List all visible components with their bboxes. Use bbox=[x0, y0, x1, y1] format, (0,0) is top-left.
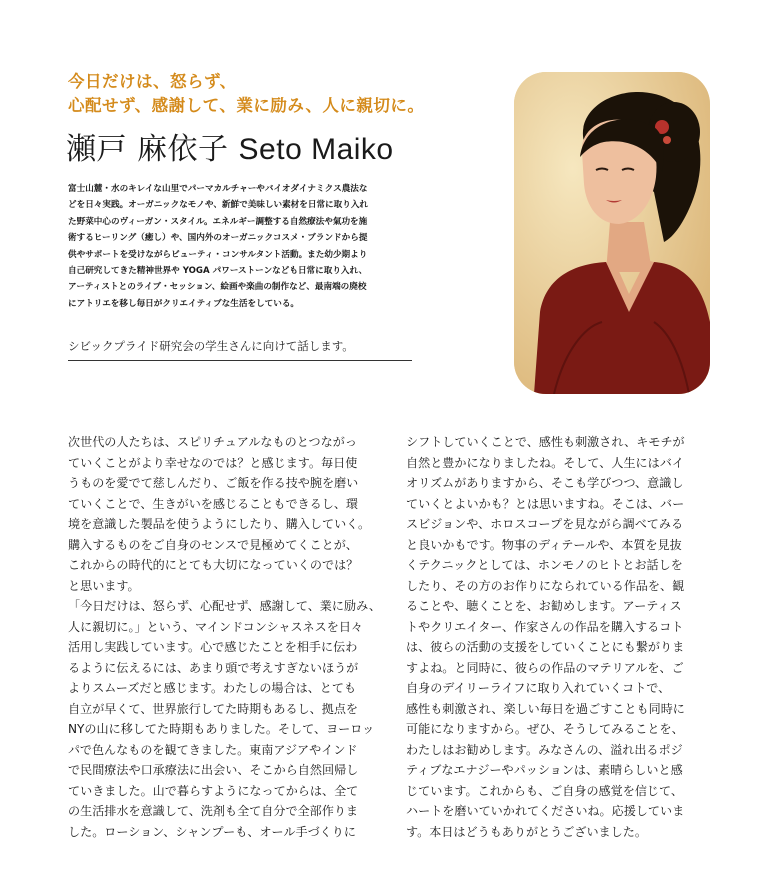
article-line: ていくことで、生きがいを感じることもできるし、環 bbox=[68, 496, 359, 511]
article-line: うものを愛でて慈しんだり、ご飯を作る技や腕を磨い bbox=[68, 476, 359, 490]
article-line: すよね。と同時に、彼らの作品のマテリアルを、ご bbox=[406, 660, 684, 675]
article-line: 購入するものをご自身のセンスで見極めてくことが、 bbox=[68, 537, 358, 552]
article-line: シフトしていくことで、感性も刺激され、キモチが bbox=[406, 435, 685, 449]
author-name-japanese: 瀬戸 麻依子 bbox=[66, 132, 229, 167]
portrait-illustration bbox=[514, 72, 710, 394]
tagline-line-1: 今日だけは、怒らず、 bbox=[68, 72, 237, 91]
article-line: 境を意識した製品を使うようにしたり、購入していく。 bbox=[68, 517, 371, 531]
tagline bbox=[68, 70, 538, 118]
article-line: これからの時代的にとても大切になっていくのでは？ bbox=[68, 558, 359, 572]
article-line: ていくことがより幸せなのでは？と感じます。毎日使 bbox=[68, 455, 358, 470]
article-line: スビジョンや、ホロスコープを見ながら調べてみる bbox=[406, 517, 684, 531]
author-name bbox=[66, 130, 394, 170]
article-line: パで色んなものを観てきました。東南アジアやインド bbox=[68, 742, 358, 757]
article-line: 可能になりますから。ぜひ、そうしてみることを、 bbox=[406, 722, 684, 736]
article-line: 自身のデイリーライフに取り入れていくコトで、 bbox=[406, 681, 671, 695]
article-line: トやクリエイター、作家さんの作品を購入するコト bbox=[406, 619, 684, 634]
article-line: わたしはお勧めします。みなさんの、溢れ出るポジ bbox=[406, 742, 683, 757]
tagline-line-2: 心配せず、感謝して、業に励み、人に親切に。 bbox=[68, 96, 425, 115]
article-line: じています。これからも、ご自身の感覚を信じて、 bbox=[406, 783, 683, 798]
article-line: ていくとよいかも？とは思いますね。そこは、バー bbox=[406, 496, 685, 511]
bio-line: 術するヒーリング（癒し）や、国内外のオーガニックコスメ・ブランドから提 bbox=[68, 233, 368, 244]
article-line: ることや、聴くことを、お勧めします。アーティス bbox=[406, 599, 682, 613]
article-line: は、彼らの活動の支援をしていくことにも繋がりま bbox=[406, 640, 685, 654]
bio-line: 自己研究してきた精神世界や YOGA パワーストーンなども日常に取り入れ、 bbox=[68, 266, 368, 277]
article-line: るように伝えるには、あまり頭で考えすぎないほうが bbox=[68, 660, 359, 675]
article-line: す。本日はどうもありがとうございました。 bbox=[406, 824, 647, 839]
article-line: 感性も刺激され、楽しい毎日を過ごすことも同時に bbox=[406, 701, 685, 716]
article-line: したり、その方のお作りになられている作品を、観 bbox=[406, 578, 685, 593]
bio-line: アーティストとのライブ・セッション、絵画や楽曲の制作など、最南端の廃校 bbox=[68, 282, 367, 293]
bio-line: にアトリエを移し毎日がクリエイティブな生活をしている。 bbox=[68, 298, 300, 309]
article-line: 次世代の人たちは、スピリチュアルなものとつながっ bbox=[68, 435, 357, 449]
portrait-photo bbox=[514, 72, 710, 394]
article-line: と良いかもです。物事のディテールや、本質を見抜 bbox=[406, 537, 682, 552]
article-line: オリズムがありますから、そこも学びつつ、意識し bbox=[406, 476, 684, 490]
article-line: ていきました。山で暮らすようになってからは、全て bbox=[68, 783, 359, 798]
article-line: 活用し実践しています。心で感じたことを相手に伝わ bbox=[68, 640, 358, 654]
article-line: で民間療法や口承療法に出会い、そこから自然回帰し bbox=[68, 763, 359, 777]
bio-line: 供やサポートを受けながらビューティ・コンサルタント活動。また幼少期より bbox=[68, 249, 368, 260]
bio-line: 富士山麓・水のキレイな山里でパーマカルチャーやバイオダイナミクス農法な bbox=[68, 184, 368, 194]
article-line: の生活排水を意識して、洗剤も全て自分で全部作りま bbox=[68, 804, 359, 818]
article-line: くテクニックとしては、ホンモノのヒトとお話しを bbox=[406, 558, 683, 572]
article-column-left bbox=[68, 432, 400, 842]
article-line: NYの山に移してた時期もありました。そして、ヨーロッ bbox=[68, 722, 375, 736]
article-line: した。ローション、シャンプーも、オール手づくりに bbox=[68, 824, 356, 839]
talk-note: シビックプライド研究会の学生さんに向けて話します。 bbox=[68, 336, 412, 361]
article-column-right bbox=[406, 432, 738, 842]
article-line: 自然と豊かになりましたね。そして、人生にはバイ bbox=[406, 455, 684, 470]
article-line: 人に親切に。」という、マインドコンシャスネスを日々 bbox=[68, 619, 364, 634]
bio-line: どを日々実践。オーガニックなモノや、新鮮で美味しい素材を日常に取り入れ bbox=[68, 200, 369, 211]
article-line: ティブなエナジーやパッションは、素晴らしいと感 bbox=[406, 763, 683, 777]
author-bio bbox=[68, 181, 498, 312]
article-line: 自立が早くて、世界旅行してた時期もあるし、拠点を bbox=[68, 701, 359, 716]
bio-line: た野菜中心のヴィーガン・スタイル。エネルギー調整する自然療法や氣功を施 bbox=[68, 216, 368, 227]
article-line: よりスムーズだと感じます。わたしの場合は、とても bbox=[68, 681, 357, 695]
article-line: 「今日だけは、怒らず、心配せず、感謝して、業に励み、 bbox=[68, 599, 381, 613]
article-line: と思います。 bbox=[68, 578, 140, 593]
article-line: ハートを磨いていかれてくださいね。応援していま bbox=[406, 804, 685, 818]
author-name-latin: Seto Maiko bbox=[238, 133, 394, 166]
